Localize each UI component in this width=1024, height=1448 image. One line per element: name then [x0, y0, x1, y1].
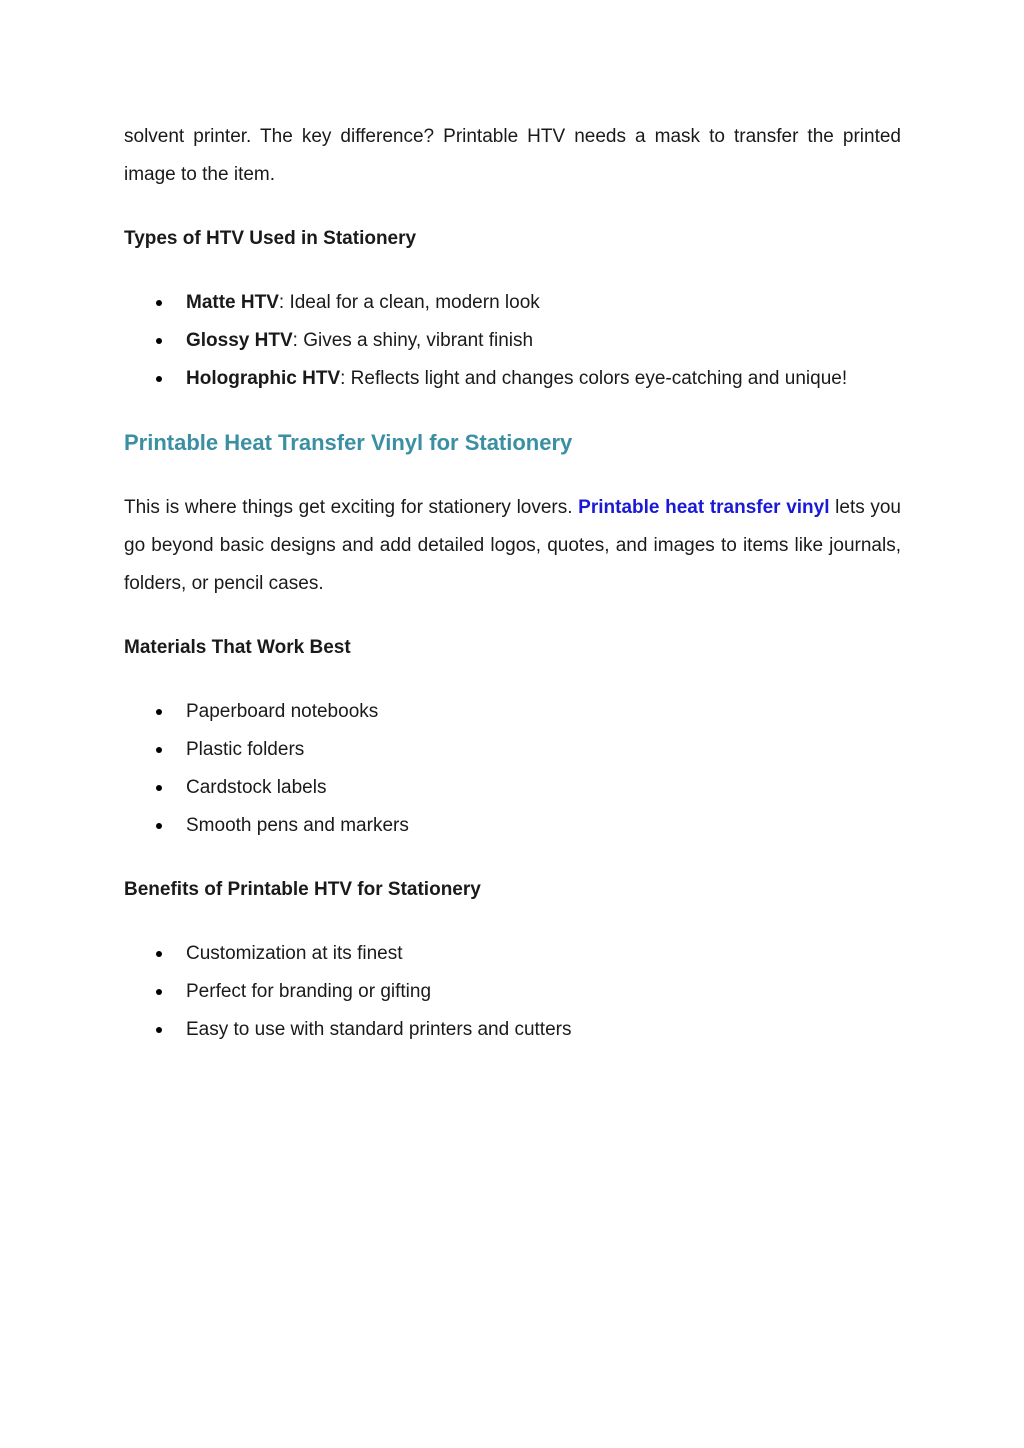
printable-htv-link[interactable]: Printable heat transfer vinyl [578, 497, 830, 518]
materials-heading: Materials That Work Best [124, 637, 351, 658]
item-desc: : Gives a shiny, vibrant finish [292, 330, 534, 351]
bullet-icon [156, 823, 162, 829]
item-text: Customization at its finest [186, 943, 403, 964]
list-item [124, 769, 901, 807]
bullet-icon [156, 989, 162, 995]
printable-paragraph [124, 489, 901, 603]
item-text: Smooth pens and markers [186, 815, 409, 836]
item-desc: : Reflects light and changes colors eye-catching and unique! [340, 368, 848, 389]
bullet-icon [156, 376, 162, 382]
item-term: Matte HTV [186, 292, 279, 313]
document-page [124, 118, 901, 1075]
para-text-after: lets you go beyond basic designs and add detailed logos, quotes, and images to items like journals, folders, or pencil cases. [124, 497, 901, 594]
item-desc: : Ideal for a clean, modern look [278, 292, 540, 313]
item-text: Easy to use with standard printers and cutters [186, 1019, 572, 1040]
bullet-icon [156, 338, 162, 344]
bullet-icon [156, 785, 162, 791]
item-term: Glossy HTV [186, 330, 293, 351]
types-list [124, 284, 901, 398]
list-item [124, 693, 901, 731]
bullet-icon [156, 1027, 162, 1033]
list-item [124, 1011, 901, 1049]
list-item [124, 973, 901, 1011]
item-text: Cardstock labels [186, 777, 327, 798]
benefits-heading: Benefits of Printable HTV for Stationery [124, 879, 481, 900]
list-item [124, 360, 901, 398]
bullet-icon [156, 709, 162, 715]
item-text: Plastic folders [186, 739, 305, 760]
bullet-icon [156, 747, 162, 753]
bullet-icon [156, 300, 162, 306]
para-text-before: This is where things get exciting for stationery lovers. [124, 497, 579, 518]
benefits-list [124, 935, 901, 1049]
list-item [124, 807, 901, 845]
list-item [124, 284, 901, 322]
item-term: Holographic HTV [186, 368, 341, 389]
types-heading: Types of HTV Used in Stationery [124, 228, 417, 249]
item-text: Paperboard notebooks [186, 701, 379, 722]
bullet-icon [156, 951, 162, 957]
list-item [124, 935, 901, 973]
list-item [124, 731, 901, 769]
item-text: Perfect for branding or gifting [186, 981, 432, 1002]
intro-paragraph: solvent printer. The key difference? Printable HTV needs a mask to transfer the printed image to the item. [124, 126, 901, 185]
section-title: Printable Heat Transfer Vinyl for Stationery [124, 430, 573, 455]
materials-list [124, 693, 901, 845]
list-item [124, 322, 901, 360]
